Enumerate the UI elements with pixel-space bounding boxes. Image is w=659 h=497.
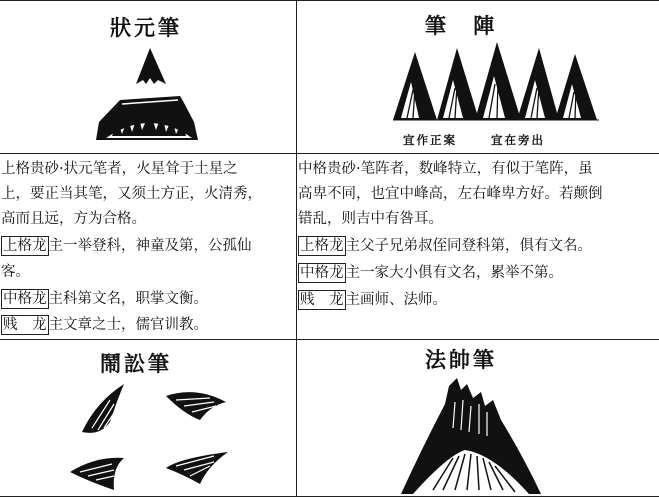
master-brush-diagram (297, 340, 659, 496)
rank-item-lower (298, 288, 447, 314)
rank-item-upper (298, 234, 592, 260)
rank-text-upper: 主一举登科，神童及第，公孤仙 (48, 238, 252, 254)
rank-tag-upper: 上格龙 (300, 238, 344, 254)
rank-text-middle: 主一家大小俱有文名，累举不第。 (345, 265, 563, 281)
rank-tag-upper: 上格龙 (3, 238, 47, 254)
description-line-3: 错乱，则吉中有咎耳。 (298, 211, 443, 227)
rank-text-upper: 主父子兄弟叔侄同登科第，俱有文名。 (345, 238, 592, 254)
litigation-brush-cell (0, 340, 296, 496)
caption-front-placement: 宜作正案 (403, 133, 457, 147)
rank-tag-lower: 贱 龙 (3, 317, 47, 333)
rank-item-middle (298, 261, 563, 287)
rank-item-lower (1, 313, 208, 339)
brush-formation-title: 筆 陣 (425, 14, 505, 38)
rank-tag-middle: 中格龙 (3, 291, 47, 307)
zhuangyuan-brush-description (0, 154, 296, 339)
master-brush-title: 法帥筆 (425, 348, 497, 372)
brush-formation-diagram (297, 0, 659, 153)
litigation-brush-diagram (0, 340, 296, 496)
rank-text-lower: 主画师、法师。 (345, 292, 447, 308)
description-line-1: 上格贵砂·状元笔者，火星耸于土星之 (1, 161, 238, 177)
rank-tag-lower: 贱 龙 (300, 292, 344, 308)
zhuangyuan-brush-title: 狀元筆 (110, 16, 182, 40)
rank-text-lower: 主文章之士，儒官训教。 (48, 317, 208, 333)
zhuangyuan-brush-cell (0, 0, 296, 153)
rank-item-upper (1, 234, 252, 260)
caption-side-placement: 宜在旁出 (491, 133, 545, 147)
description-line-2: 上，要正当其笔，又须土方正，火清秀， (1, 186, 262, 202)
description-line-1: 中格贵砂·笔阵者，数峰特立，有似于笔阵，虽 (298, 161, 593, 177)
description-line-2: 高卑不同，也宜中峰高，左右峰卑方好。若颠倒 (298, 186, 603, 202)
rank-item-middle (1, 287, 208, 313)
rank-text-middle: 主科第文名，职掌文衡。 (48, 291, 208, 307)
zhuangyuan-brush-diagram (0, 0, 296, 153)
master-brush-cell (297, 340, 659, 496)
description-line-3: 高而且远，方为合格。 (1, 211, 146, 227)
brush-formation-description (297, 154, 659, 339)
rank-text-upper-continued: 客。 (1, 264, 30, 280)
rank-tag-middle: 中格龙 (300, 265, 344, 281)
brush-formation-cell (297, 0, 659, 153)
litigation-brush-title: 鬧訟筆 (100, 352, 172, 376)
